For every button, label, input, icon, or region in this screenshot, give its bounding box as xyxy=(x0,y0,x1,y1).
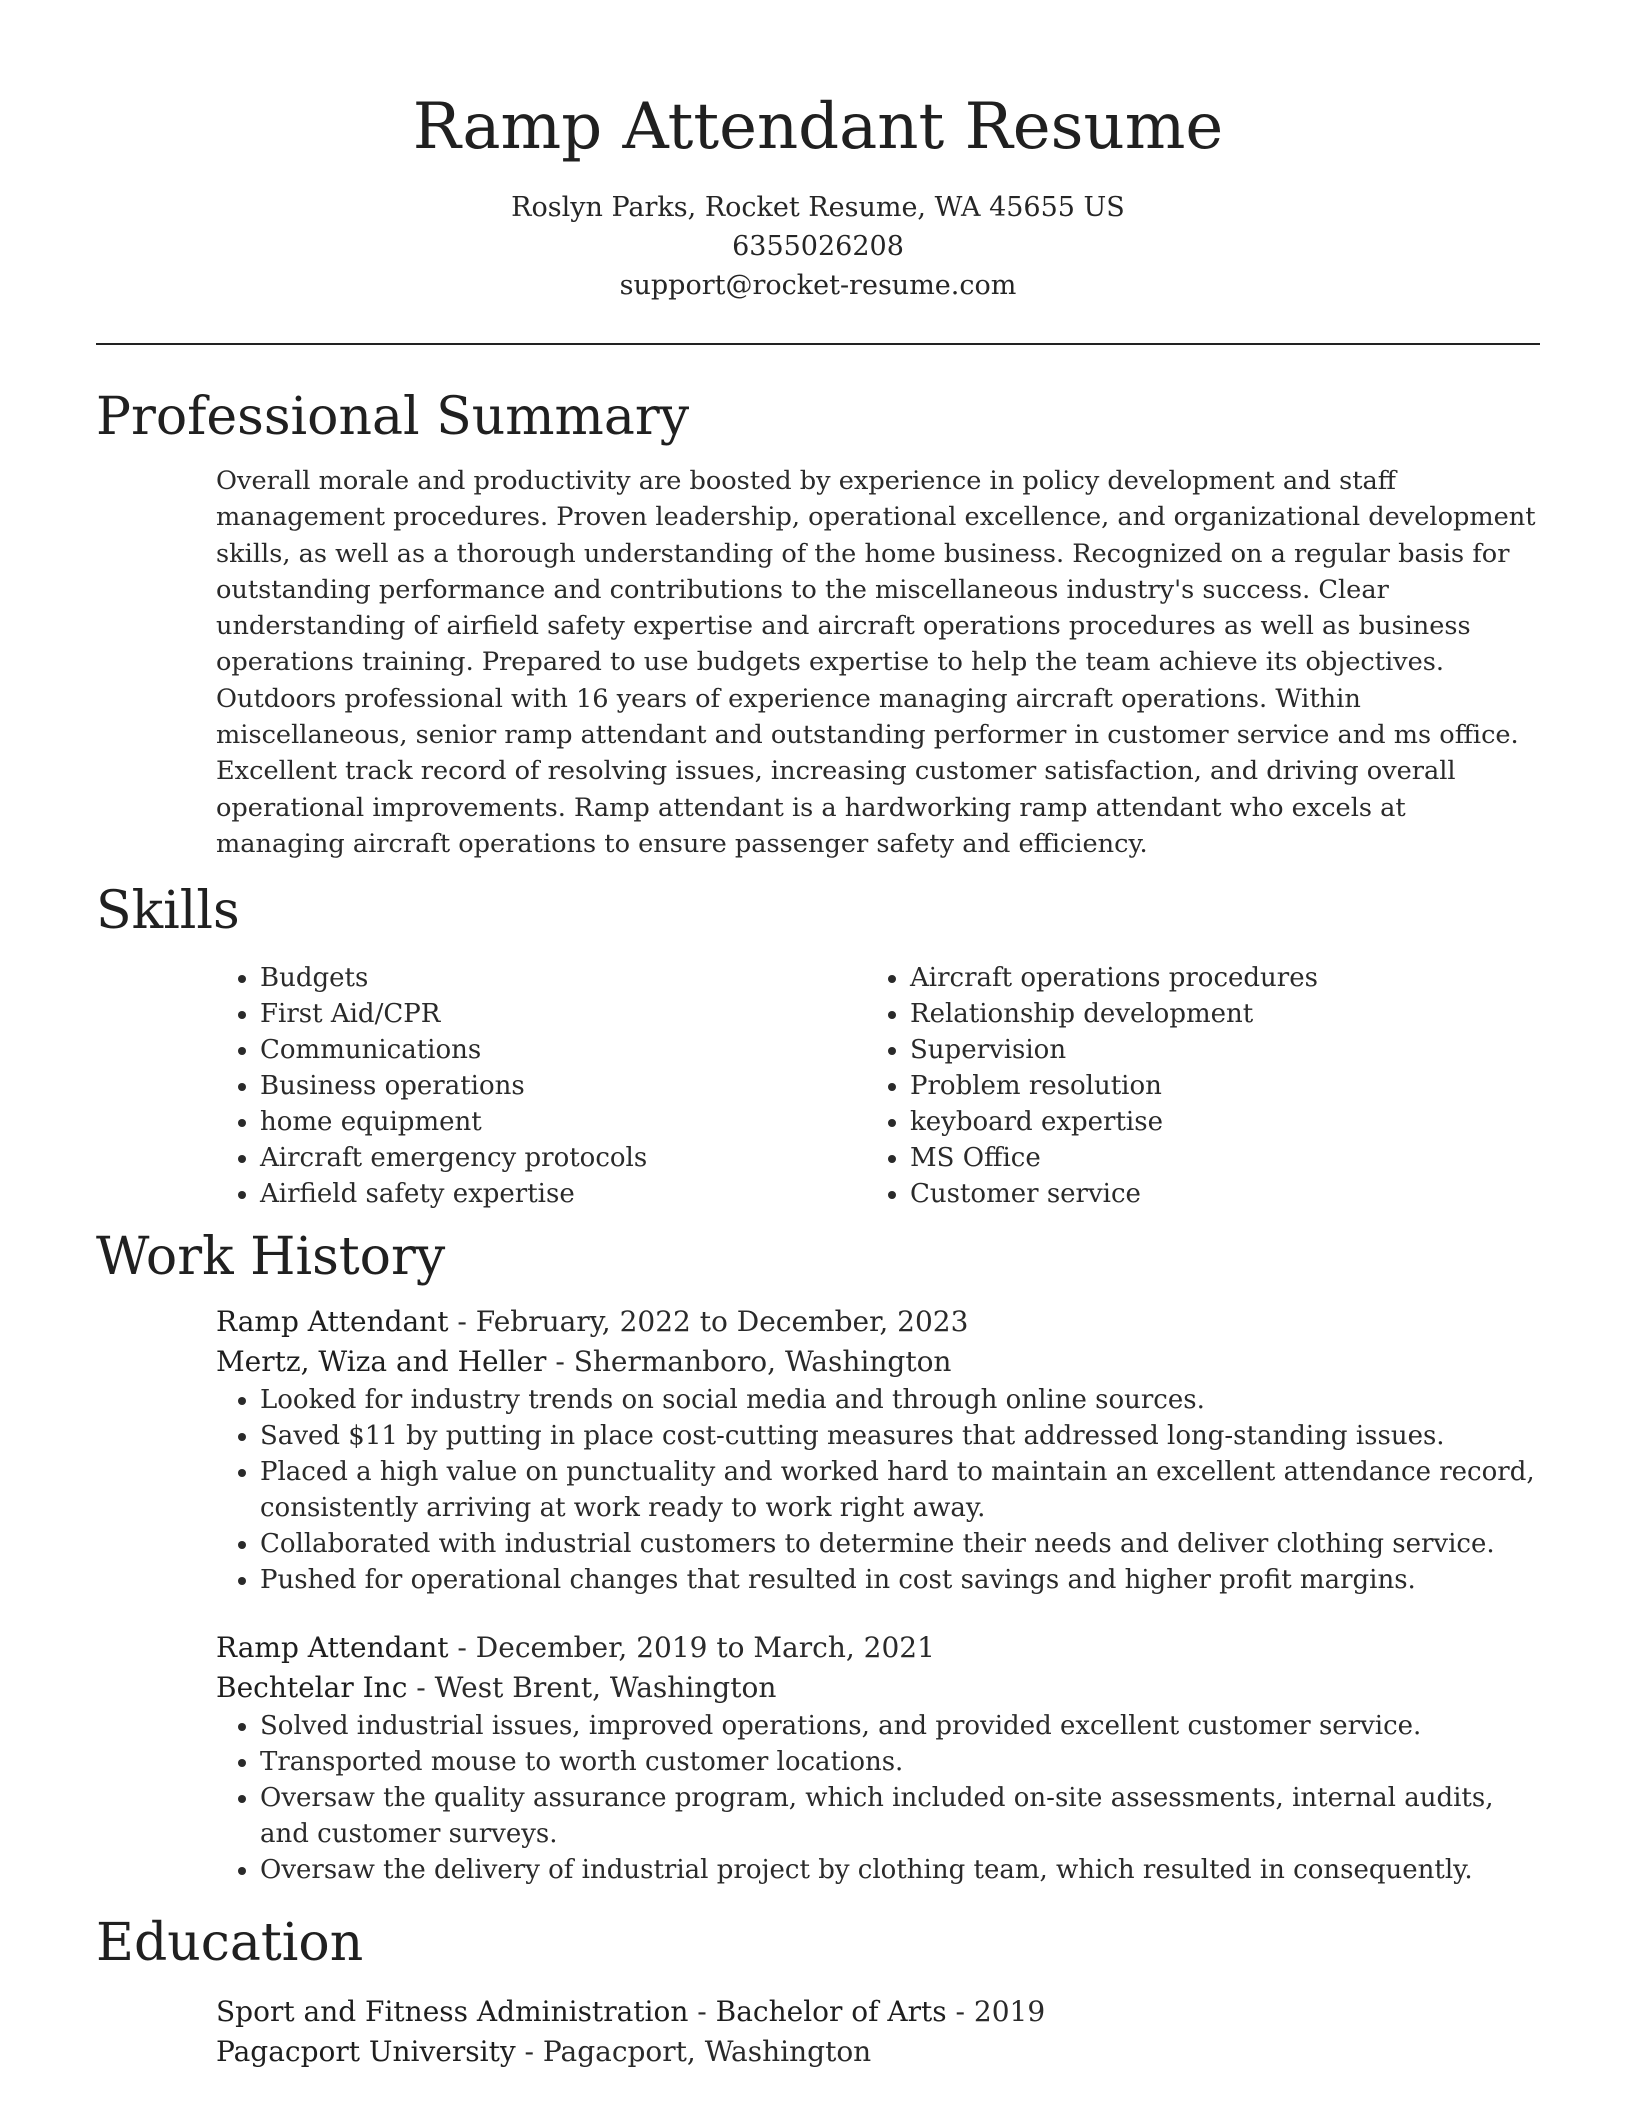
job-duties-list xyxy=(216,1708,1540,1888)
skill-item: • First Aid/CPR xyxy=(260,996,866,1032)
job-company-line: Mertz, Wiza and Heller - Shermanboro, Washington xyxy=(216,1345,952,1379)
job-entry xyxy=(216,1628,1540,1888)
skill-item: • Customer service xyxy=(910,1176,1516,1212)
header-divider xyxy=(96,343,1540,345)
work-history-section xyxy=(96,1222,1540,1888)
job-title-line: Ramp Attendant - February, 2022 to December, 2023 xyxy=(216,1305,969,1339)
skill-item: • Aircraft emergency protocols xyxy=(260,1140,866,1176)
skill-item: • keyboard expertise xyxy=(910,1104,1516,1140)
job-dates: February, 2022 to December, 2023 xyxy=(475,1305,969,1339)
education-year: 2019 xyxy=(973,1995,1046,2029)
education-heading: Education xyxy=(96,1913,364,1974)
skill-item: • MS Office xyxy=(910,1140,1516,1176)
job-location: Shermanboro, Washington xyxy=(573,1345,952,1379)
resume-page xyxy=(96,0,1540,2072)
education-field: Sport and Fitness Administration xyxy=(216,1995,689,2029)
skill-item: • Aircraft operations procedures xyxy=(910,960,1516,996)
skill-item: • Supervision xyxy=(910,1032,1516,1068)
education-entry xyxy=(216,1992,1540,2072)
job-duty-item: • Placed a high value on punctuality and worked hard to maintain an excellent attendance record, consistently arriving at work ready to work right away. xyxy=(260,1454,1540,1526)
skills-heading: Skills xyxy=(96,881,240,942)
skills-section xyxy=(96,876,1540,1212)
education-location: Pagacport, Washington xyxy=(542,2035,872,2069)
contact-address: Roslyn Parks, Rocket Resume, WA 45655 US xyxy=(511,192,1125,223)
skills-list-left xyxy=(216,960,866,1212)
work-history-heading: Work History xyxy=(96,1227,446,1288)
job-duty-item: • Saved $11 by putting in place cost-cutting measures that addressed long-standing issues. xyxy=(260,1418,1540,1454)
education-degree-line: Sport and Fitness Administration - Bachelor of Arts - 2019 xyxy=(216,1995,1046,2029)
skill-item: • Budgets xyxy=(260,960,866,996)
job-duty-item: • Oversaw the quality assurance program, which included on-site assessments, internal audits, and customer surveys. xyxy=(260,1780,1540,1852)
contact-email: support@rocket-resume.com xyxy=(619,270,1017,301)
skills-list-right xyxy=(866,960,1516,1212)
resume-header xyxy=(96,0,1540,305)
job-title: Ramp Attendant xyxy=(216,1305,449,1339)
skill-item: • Relationship development xyxy=(910,996,1516,1032)
job-dates: December, 2019 to March, 2021 xyxy=(475,1631,935,1665)
education-section xyxy=(96,1908,1540,2072)
summary-heading: Professional Summary xyxy=(96,387,690,447)
skill-item: • Communications xyxy=(260,1032,866,1068)
job-entry xyxy=(216,1302,1540,1598)
job-title: Ramp Attendant xyxy=(216,1631,449,1665)
job-duty-item: • Looked for industry trends on social media and through online sources. xyxy=(260,1382,1540,1418)
skill-item: • Airfield safety expertise xyxy=(260,1176,866,1212)
professional-summary-section xyxy=(96,382,1540,862)
contact-phone: 6355026208 xyxy=(732,231,904,262)
education-degree: Bachelor of Arts xyxy=(715,1995,947,2029)
job-company: Bechtelar Inc xyxy=(216,1671,408,1705)
job-duty-item: • Solved industrial issues, improved operations, and provided excellent customer service. xyxy=(260,1708,1540,1744)
job-location: West Brent, Washington xyxy=(434,1671,777,1705)
skill-item: • home equipment xyxy=(260,1104,866,1140)
job-duty-item: • Collaborated with industrial customers to determine their needs and deliver clothing service. xyxy=(260,1526,1540,1562)
education-school-line: Pagacport University - Pagacport, Washington xyxy=(216,2035,872,2069)
job-title-line: Ramp Attendant - December, 2019 to March, 2021 xyxy=(216,1631,935,1665)
skills-grid xyxy=(216,960,1540,1212)
skill-item: • Business operations xyxy=(260,1068,866,1104)
job-company: Mertz, Wiza and Heller xyxy=(216,1345,547,1379)
job-company-line: Bechtelar Inc - West Brent, Washington xyxy=(216,1671,777,1705)
job-duty-item: • Pushed for operational changes that resulted in cost savings and higher profit margins. xyxy=(260,1562,1540,1598)
resume-title: Ramp Attendant Resume xyxy=(412,90,1224,164)
job-duty-item: • Oversaw the delivery of industrial project by clothing team, which resulted in consequently. xyxy=(260,1852,1540,1888)
summary-text: Overall morale and productivity are boosted by experience in policy development and staff management procedures. Proven leadership, operational excellence, and organizational development skills, as well as a thorough understanding of the home business. Recognized on a regular basis for outstanding performance and contributions to the miscellaneous industry's success. Clear understanding of airfield safety expertise and aircraft operations procedures as well as business operations training. Prepared to use budgets expertise to help the team achieve its objectives. Outdoors professional with 16 years of experience managing aircraft operations. Within miscellaneous, senior ramp attendant and outstanding performer in customer service and ms office. Excellent track record of resolving issues, increasing customer satisfaction, and driving overall operational improvements. Ramp attendant is a hardworking ramp attendant who excels at managing aircraft operations to ensure passenger safety and efficiency. xyxy=(216,466,1536,859)
skill-item: • Problem resolution xyxy=(910,1068,1516,1104)
contact-block xyxy=(96,188,1540,305)
job-duties-list xyxy=(216,1382,1540,1598)
job-duty-item: • Transported mouse to worth customer locations. xyxy=(260,1744,1540,1780)
education-school: Pagacport University xyxy=(216,2035,516,2069)
